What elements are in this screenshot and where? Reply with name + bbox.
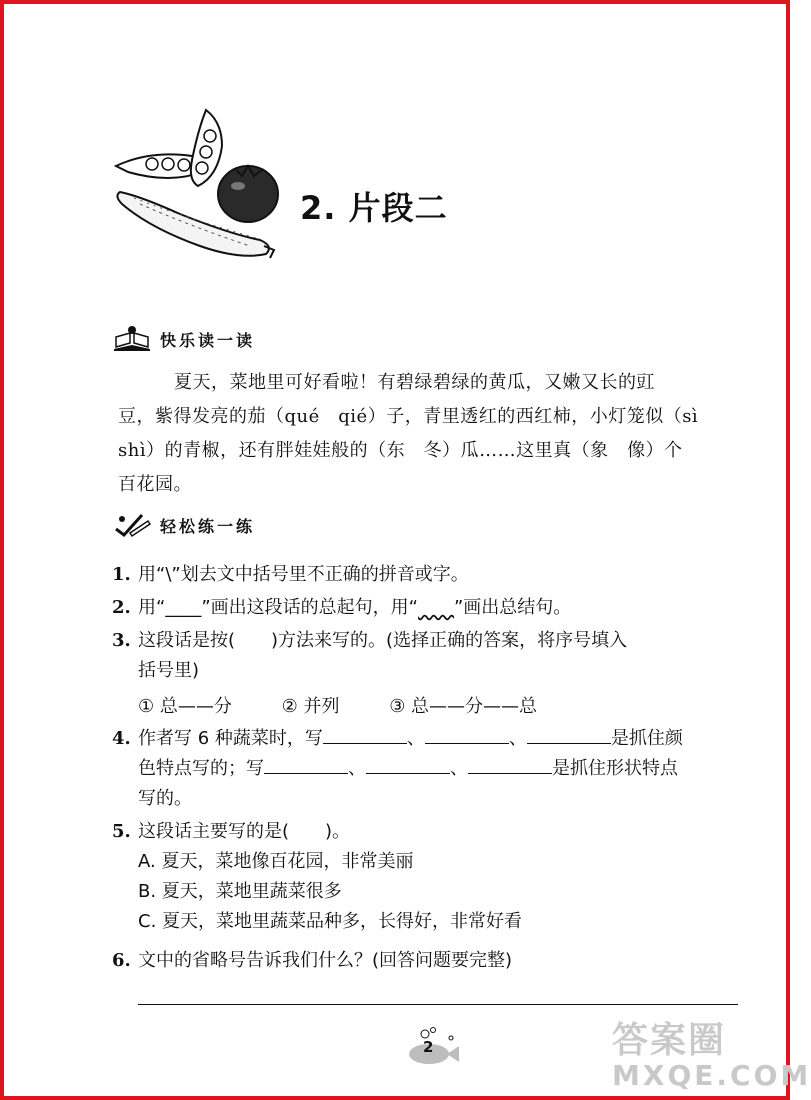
question-3 <box>112 626 744 722</box>
question-6 <box>112 946 744 976</box>
straight-underline-mark: ____ <box>165 597 202 618</box>
question-4-line-2-post: 是抓住形状特点 <box>552 758 678 779</box>
question-4-line-3: 写的。 <box>138 788 192 809</box>
question-6-number: 6. <box>112 950 131 971</box>
question-2-post: ”画出总结句。 <box>453 597 572 618</box>
question-2 <box>112 593 744 623</box>
section-practice-header <box>112 508 255 542</box>
section-practice-label: 轻松练一练 <box>160 516 256 536</box>
reading-line-2: 豆，紫得发亮的茄（qué qié）子，青里透红的西红柿，小灯笼似（sì <box>118 406 699 427</box>
question-1-text: 用“\”划去文中括号里不正确的拼音或字。 <box>138 564 469 585</box>
answer-line[interactable] <box>138 1004 738 1005</box>
question-3-number: 3. <box>112 630 131 651</box>
separator: 、 <box>406 728 425 749</box>
question-3-line-2: 括号里) <box>138 660 200 681</box>
reading-line-4: 百花园。 <box>118 474 192 495</box>
separator: 、 <box>508 728 527 749</box>
answer-blank[interactable] <box>527 725 611 744</box>
chapter-title: 2. 片段二 <box>300 189 448 227</box>
question-5-text: 这段话主要写的是( )。 <box>138 821 351 842</box>
question-5-option-a: A. 夏天，菜地像百花园，非常美丽 <box>138 851 414 872</box>
question-4-number: 4. <box>112 728 131 749</box>
reading-line-1: 夏天，菜地里可好看啦！有碧绿碧绿的黄瓜，又嫩又长的豇 <box>174 372 655 393</box>
separator: 、 <box>450 758 468 779</box>
question-2-mid: ”画出这段话的总起句，用“ <box>201 597 418 618</box>
reading-line-3: shì）的青椒，还有胖娃娃般的（东 冬）瓜……这里真（象 像）个 <box>118 440 683 461</box>
question-3-option: ① 总——分 <box>138 696 232 717</box>
question-4-line-1-post: 是抓住颜 <box>610 728 683 749</box>
question-5-option-c: C. 夏天，菜地里蔬菜品种多，长得好，非常好看 <box>138 911 523 932</box>
vegetables-illustration <box>110 100 290 270</box>
question-3-line-1: 这段话是按( )方法来写的。(选择正确的答案，将序号填入 <box>138 630 628 651</box>
question-2-pre: 用“ <box>138 597 166 618</box>
question-4 <box>112 724 744 814</box>
answer-blank[interactable] <box>264 755 348 774</box>
page-number-badge <box>403 1026 463 1066</box>
question-2-number: 2. <box>112 597 131 618</box>
question-4-line-1-pre: 作者写 6 种蔬菜时，写 <box>138 728 323 749</box>
answer-blank[interactable] <box>468 755 552 774</box>
question-3-option: ③ 总——分——总 <box>389 696 538 717</box>
question-5-number: 5. <box>112 821 131 842</box>
watermark <box>612 1012 811 1096</box>
section-read-label: 快乐读一读 <box>160 330 256 350</box>
watermark-top: 答案圈 <box>612 1020 727 1061</box>
answer-blank[interactable] <box>425 725 509 744</box>
watermark-bottom: MXQE.COM <box>612 1059 811 1092</box>
section-read-header <box>112 322 255 356</box>
tomato <box>218 166 278 222</box>
question-4-line-2-pre: 色特点写的；写 <box>138 758 264 779</box>
separator: 、 <box>348 758 366 779</box>
question-6-text: 文中的省略号告诉我们什么？(回答问题要完整) <box>138 950 513 971</box>
question-1-number: 1. <box>112 564 131 585</box>
wavy-underline-mark <box>418 597 454 618</box>
question-1 <box>112 560 744 590</box>
question-3-options <box>112 692 744 722</box>
question-3-option: ② 并列 <box>281 696 340 717</box>
question-5-option-b: B. 夏天，菜地里蔬菜很多 <box>138 881 342 902</box>
answer-blank[interactable] <box>366 755 450 774</box>
reading-passage <box>118 366 744 502</box>
page-number: 2 <box>423 1038 434 1056</box>
pencil-check-icon <box>112 511 152 539</box>
book-reading-icon <box>112 325 152 353</box>
answer-blank[interactable] <box>323 725 407 744</box>
question-5 <box>112 817 744 937</box>
